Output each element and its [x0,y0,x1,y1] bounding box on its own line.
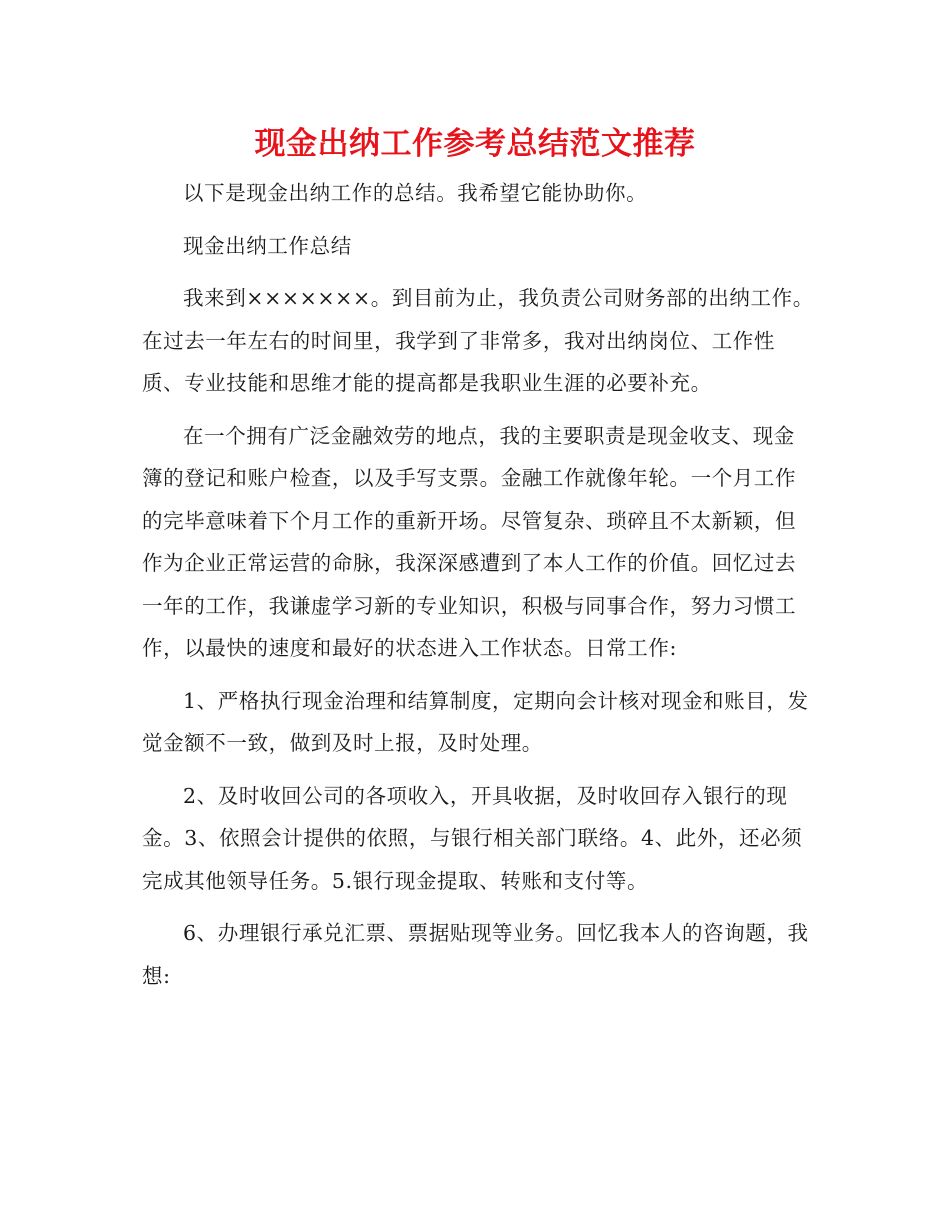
paragraph-item-1: 1、严格执行现金治理和结算制度，定期向会计核对现金和账目，发觉金额不一致，做到及时上报，及时处理。 [142,688,809,755]
document-title: 现金出纳工作参考总结范文推荐 [254,126,696,162]
paragraph-duties: 在一个拥有广泛金融效劳的地点，我的主要职责是现金收支、现金簿的登记和账户检查，以及手写支票。金融工作就像年轮。一个月工作的完毕意味着下个月工作的重新开场。尽管复杂、琐碎且不太新颖，但作为企业正常运营的命脉，我深深感遭到了本人工作的价值。回忆过去一年的工作，我谦虚学习新的专业知识，积极与同事合作，努力习惯工作，以最快的速度和最好的状态进入工作状态。日常工作: [142,423,797,660]
paragraph-item-6: 6、办理银行承兑汇票、票据贴现等业务。回忆我本人的咨询题，我想: [142,921,809,988]
document-body [142,172,814,1007]
paragraph-subheading: 现金出纳工作总结 [183,233,352,258]
paragraph-intro: 以下是现金出纳工作的总结。我希望它能协助你。 [183,181,648,205]
paragraph-arrival: 我来到×××××××。到目前为止，我负责公司财务部的出纳工作。在过去一年左右的时间里，我学到了非常多，我对出纳岗位、工作性质、专业技能和思维才能的提高都是我职业生涯的必要补充。 [142,286,814,395]
paragraph-items-2-5: 2、及时收回公司的各项收入，开具收据，及时收回存入银行的现金。3、依照会计提供的依照，与银行相关部门联络。4、此外，还必须完成其他领导任务。5.银行现金提取、转账和支付等。 [142,783,803,893]
